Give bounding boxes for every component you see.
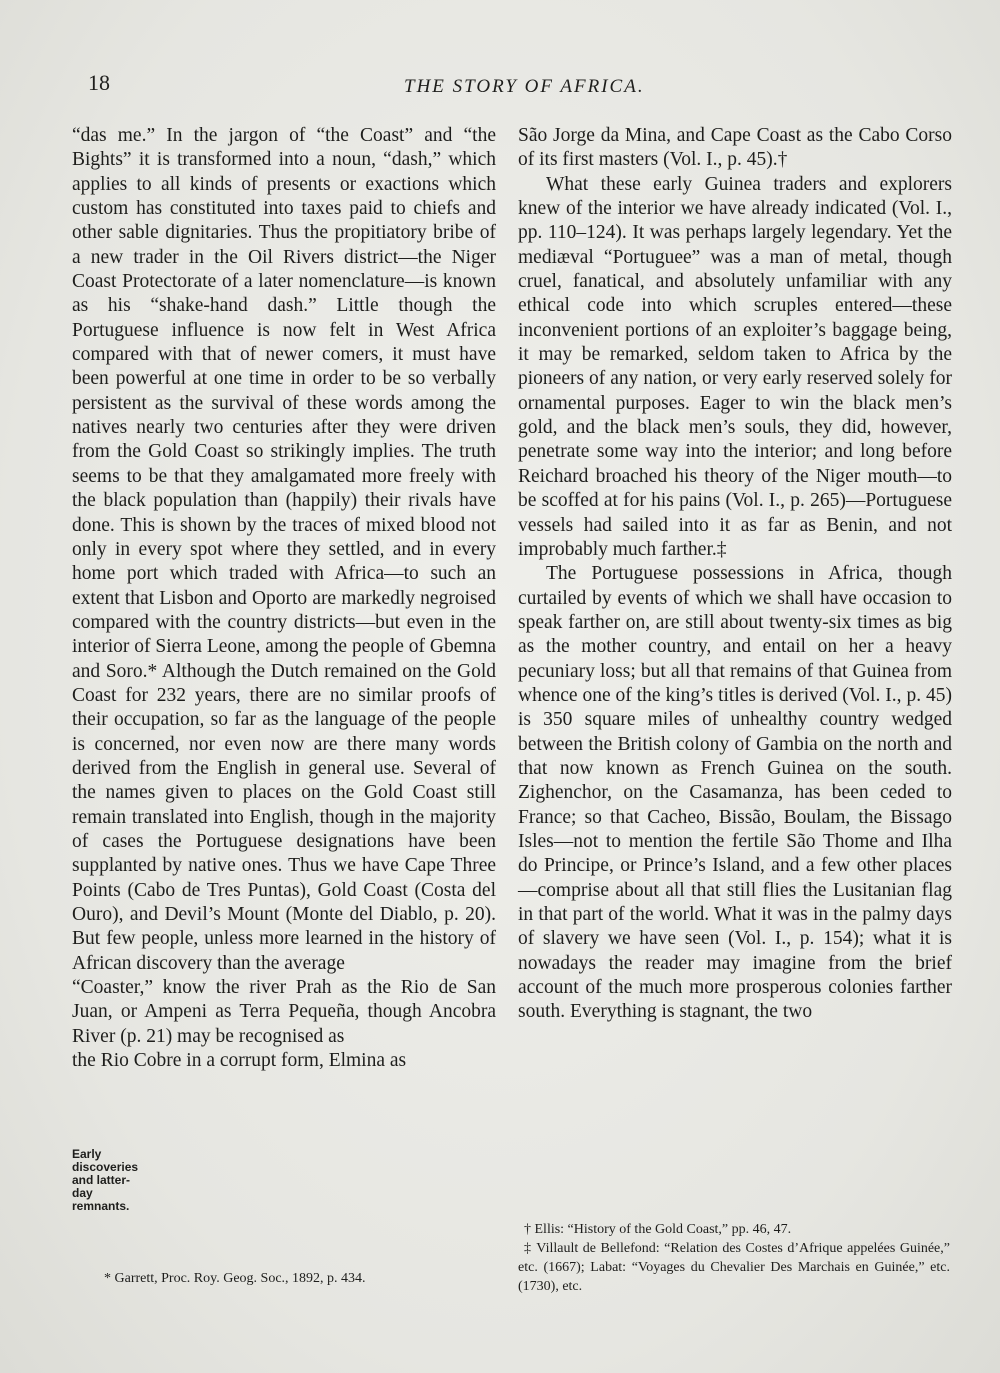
- footnote-double-dagger: ‡ Villault de Bellefond: “Relation des Costes d’Afrique appelées Guinée,” etc. (1667); Labat: “Voyages du Chevalier Des Marchais en Guinée,” etc. (1730), etc.: [518, 1241, 950, 1294]
- marginal-sidenote: Early discoveries and latter-day remnants.: [72, 1147, 139, 1213]
- left-column: [72, 124, 496, 1073]
- left-indented-paragraph: “Coaster,” know the river Prah as the Rio de San Juan, or Ampeni as Terra Pequeña, though Ancobra River (p. 21) may be recognised as: [72, 977, 496, 1047]
- right-footnotes: [518, 1220, 950, 1296]
- right-column: [518, 124, 952, 1025]
- right-paragraph-3: The Portuguese possessions in Africa, though curtailed by events of which we shall have occasion to speak farther on, are still about twenty-six times as big as the mother country, and entail on her a heavy pecuniary loss; but all that remains of that Guinea from whence one of the king’s titles is derived (Vol. I., p. 45) is 350 square miles of unhealthy country wedged between the British colony of Gambia on the north and that now known as French Guinea on the south. Zighenchor, on the Casamanza, has been ceded to France; so that Cacheo, Bissão, Boulam, the Bissago Isles—not to mention the fertile São Thome and Ilha do Principe, or Prince’s Island, and a few other places—comprise about all that still flies the Lusitanian flag in that part of the world. What it was in the palmy days of slavery we have seen (Vol. I., p. 154); what it is nowadays the reader may imagine from the brief account of the much more prosperous colonies farther south. Everything is stagnant, the two: [518, 563, 952, 1023]
- left-footnote: * Garrett, Proc. Roy. Geog. Soc., 1892, p. 434.: [104, 1271, 366, 1286]
- left-main-paragraph: “das me.” In the jargon of “the Coast” and “the Bights” it is transformed into a noun, “dash,” which applies to all kinds of presents or exactions which custom has constituted into taxes paid to chiefs and other sable dignitaries. Thus the propitiatory bribe of a new trader in the Oil Rivers district—the Niger Coast Protectorate of a later nomenclature—is known as his “shake-hand dash.” Little though the Portuguese influence is now felt in West Africa compared with that of newer comers, it must have been powerful at one time in order to be so verbally persistent as the survival of these words among the natives nearly two centuries after they were driven from the Gold Coast so strikingly implies. The truth seems to be that they amalgamated more freely with the black population than (happily) their rivals have done. This is shown by the traces of mixed blood not only in every spot where they settled, and in every home port which traded with Africa—to such an extent that Lisbon and Oporto are markedly negroised compared with the country districts—but even in the interior of Sierra Leone, among the people of Gbemna and Soro.* Although the Dutch remained on the Gold Coast for 232 years, there are no similar proofs of their occupation, so far as the language of the people is concerned, nor even now are there many words derived from the English in general use. Several of the names given to places on the Gold Coast still remain translated into English, though in the majority of cases the Portuguese designations have been supplanted by native ones. Thus we have Cape Three Points (Cabo de Tres Puntas), Gold Coast (Costa del Ouro), and Devil’s Mount (Monte del Diablo, p. 20). But few people, unless more learned in the history of African discovery than the average: [72, 125, 496, 974]
- right-paragraph-1: São Jorge da Mina, and Cape Coast as the Cabo Corso of its first masters (Vol. I., p. 45).†: [518, 125, 952, 171]
- page-number: 18: [88, 70, 110, 95]
- left-final-line: the Rio Cobre in a corrupt form, Elmina as: [72, 1050, 407, 1072]
- right-paragraph-2: What these early Guinea traders and explorers knew of the interior we have already indicated (Vol. I., pp. 110–124). It was perhaps largely legendary. Yet the mediæval “Portuguee” was a man of metal, though cruel, fanatical, and absolutely unfamiliar with any ethical code into which scruples entered—these inconvenient portions of an exploiter’s baggage being, it may be remarked, seldom taken to Africa by the pioneers of any nation, or very early reserved solely for ornamental purposes. Eager to win the black men’s gold, and the black men’s souls, they did, however, penetrate some way into the interior; and long before Reichard broached his theory of the Niger mouth—to be scoffed at for his pains (Vol. I., p. 265)—Portuguese vessels had sailed into it as far as Benin, and not improbably much farther.‡: [518, 173, 952, 560]
- footnote-dagger: † Ellis: “History of the Gold Coast,” pp. 46, 47.: [524, 1222, 792, 1237]
- running-title: THE STORY OF AFRICA.: [404, 76, 645, 97]
